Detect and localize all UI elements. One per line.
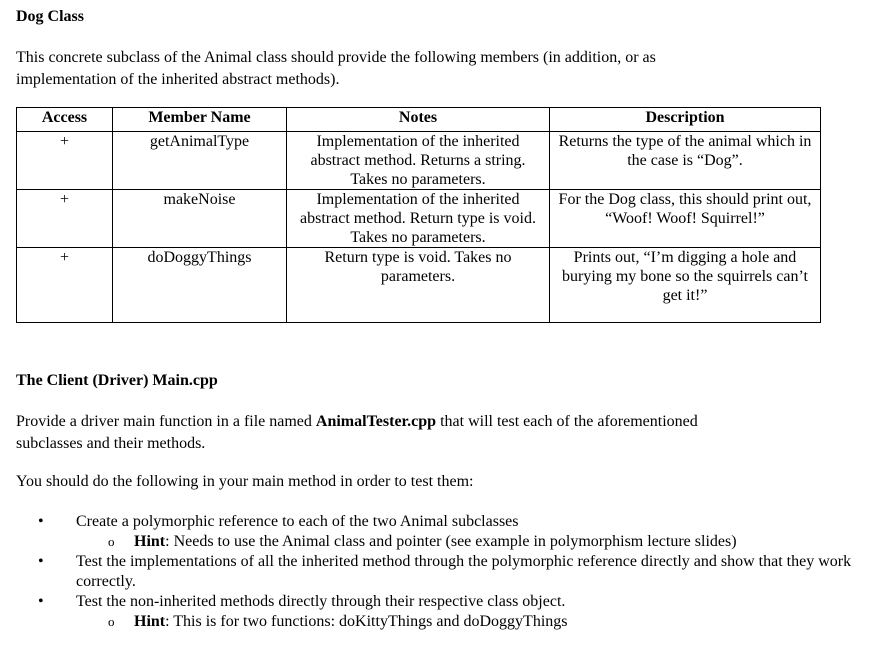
notes-cell: Implementation of the inherited abstract method. Returns a string. Takes no parameters. <box>287 132 550 190</box>
notes-cell: Implementation of the inherited abstract method. Return type is void. Takes no parameters. <box>287 190 550 248</box>
member-name-cell: makeNoise <box>113 190 287 248</box>
table-row <box>17 248 821 323</box>
bullet-icon: • <box>38 513 44 530</box>
bullet-text: Test the non-inherited methods directly through their respective class object. <box>76 593 566 610</box>
table-row <box>17 132 821 190</box>
para1-suffix: that will test each of the aforementioned <box>436 413 698 430</box>
header-access: Access <box>17 108 113 132</box>
para1-line-2: subclasses and their methods. <box>16 435 206 452</box>
header-notes: Notes <box>287 108 550 132</box>
tester-file-name: AnimalTester.cpp <box>315 413 437 430</box>
member-name-cell: getAnimalType <box>113 132 287 190</box>
notes-cell: Return type is void. Takes no parameters. <box>287 248 550 323</box>
header-member-name: Member Name <box>113 108 287 132</box>
member-name-cell: doDoggyThings <box>113 248 287 323</box>
access-cell: + <box>17 248 113 323</box>
description-cell: Prints out, “I’m digging a hole and burying my bone so the squirrels can’t get it!” <box>550 248 821 323</box>
bullet-text: Create a polymorphic reference to each of the two Animal subclasses <box>76 513 519 530</box>
description-cell: Returns the type of the animal which in the case is “Dog”. <box>550 132 821 190</box>
bullet-icon: • <box>38 593 44 610</box>
client-paragraph-2: You should do the following in your main method in order to test them: <box>16 473 474 490</box>
table-row <box>17 190 821 248</box>
access-cell: + <box>17 190 113 248</box>
para1-prefix: Provide a driver main function in a file named <box>16 413 316 430</box>
bullet-text: Test the implementations of all the inherited method through the polymorphic reference directly and show that they work correctly. <box>76 553 852 590</box>
intro-line-1: This concrete subclass of the Animal class should provide the following members (in addition, or as <box>16 49 656 66</box>
list-item <box>38 512 858 552</box>
access-cell: + <box>17 132 113 190</box>
list-item <box>38 552 858 592</box>
hint-text: : Needs to use the Animal class and pointer (see example in polymorphism lecture slides) <box>165 533 737 550</box>
dog-class-intro <box>16 47 876 91</box>
intro-line-2: implementation of the inherited abstract methods). <box>16 71 340 88</box>
client-paragraph-1 <box>16 411 876 455</box>
client-section-title: The Client (Driver) Main.cpp <box>16 372 218 389</box>
dog-members-table <box>16 107 821 323</box>
hint-text: : This is for two functions: doKittyThings and doDoggyThings <box>165 613 568 630</box>
sub-list-item <box>76 532 858 552</box>
bullet-icon: • <box>38 553 44 570</box>
sub-bullet-icon: o <box>108 614 115 629</box>
dog-class-title: Dog Class <box>16 8 85 25</box>
task-list <box>38 512 858 632</box>
hint-label: Hint <box>134 533 166 550</box>
sub-list-item <box>76 612 858 632</box>
list-item <box>38 592 858 632</box>
sub-bullet-icon: o <box>108 534 115 549</box>
header-description: Description <box>550 108 821 132</box>
hint-label: Hint <box>134 613 166 630</box>
description-cell: For the Dog class, this should print out, “Woof! Woof! Squirrel!” <box>550 190 821 248</box>
